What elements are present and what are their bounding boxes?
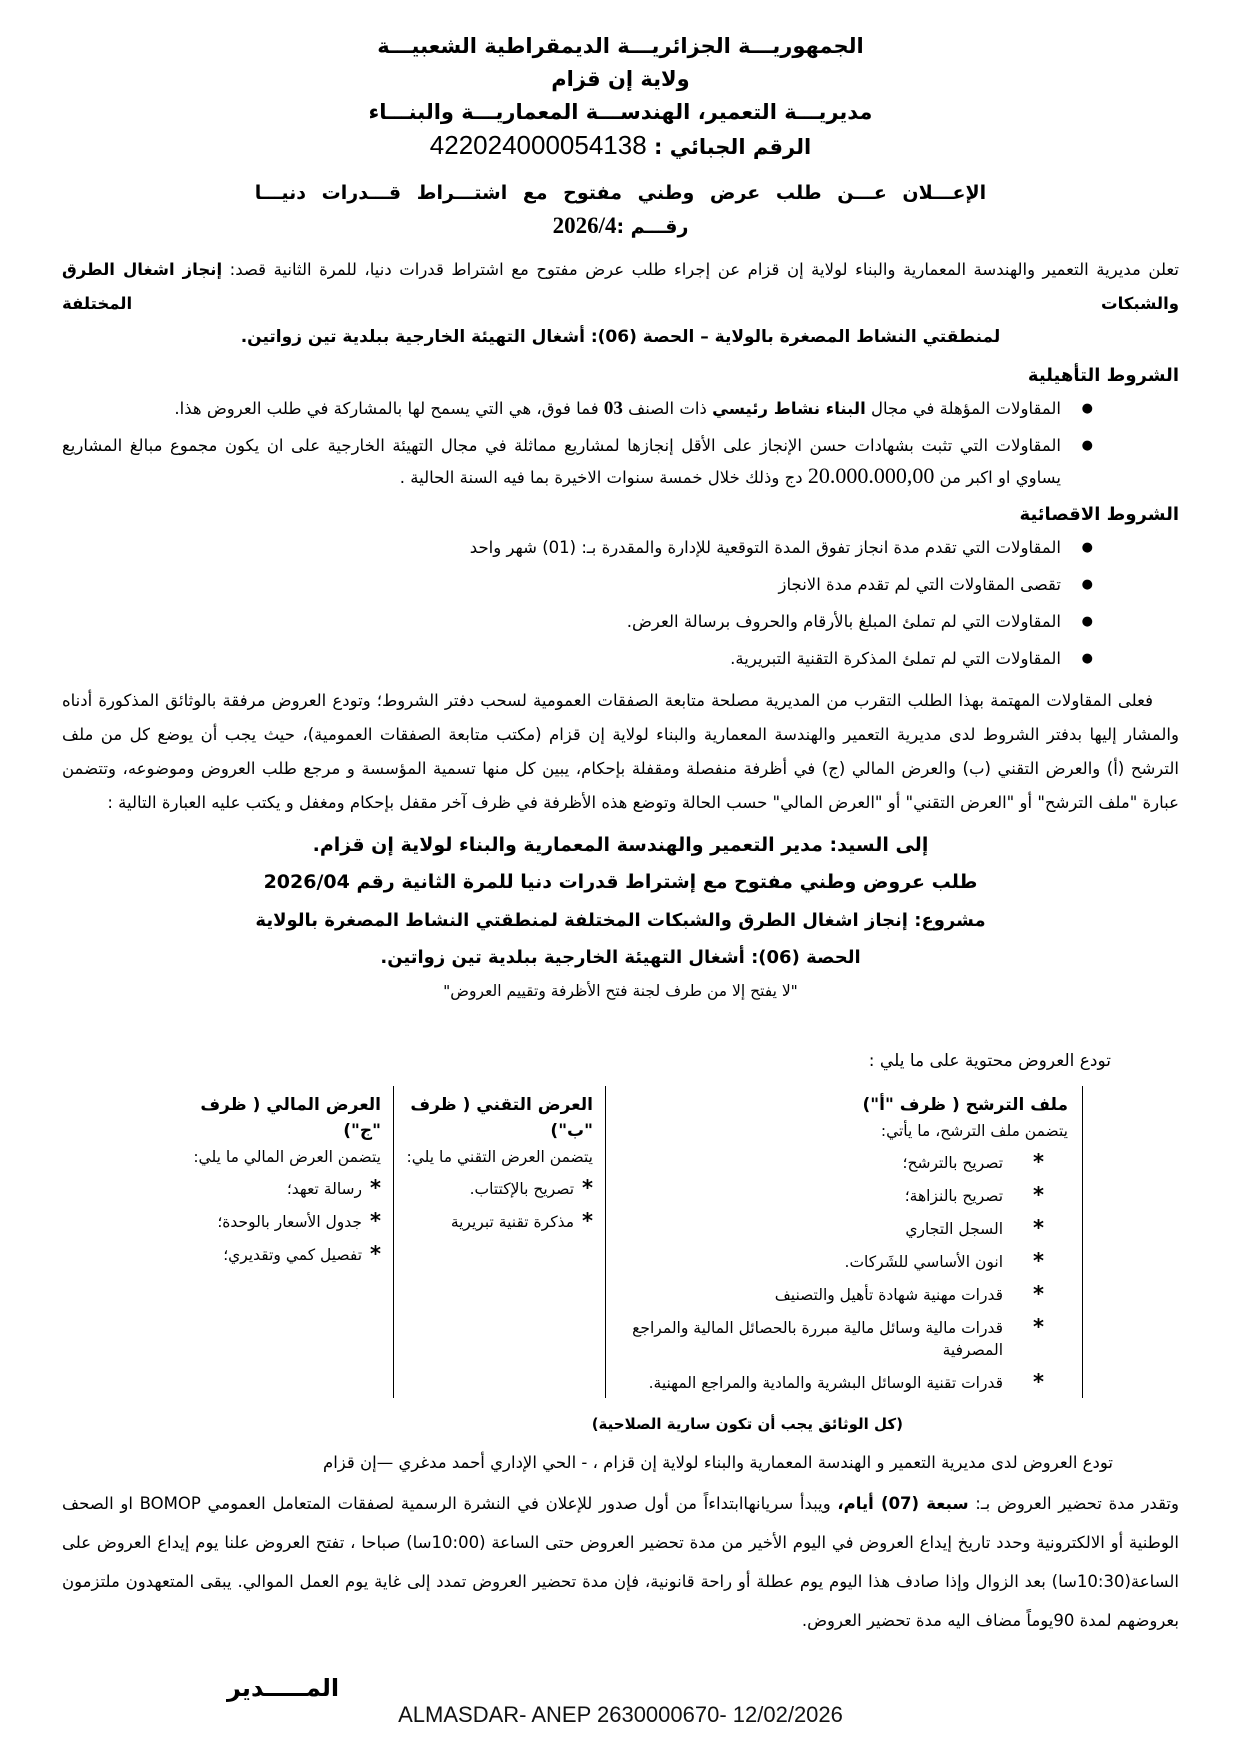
candidacy-item bbox=[616, 1152, 1068, 1174]
financial-column-title: العرض المالي ( ظرف "ج") bbox=[200, 1095, 381, 1141]
candidacy-item-text: قدرات مهنية شهادة تأهيل والتصنيف bbox=[774, 1286, 1004, 1304]
candidacy-file-column bbox=[605, 1086, 1083, 1398]
candidacy-item-text: قدرات مالية وسائل مالية مبررة بالحصائل المالية والمراجع المصرفية bbox=[632, 1319, 1004, 1359]
tax-number-value: 422024000054138 bbox=[429, 130, 647, 160]
submission-paragraph: فعلى المقاولات المهتمة بهذا الطلب التقرب من المديرية مصلحة متابعة الصفقات العمومية لسحب دفتر الشروط؛ وتودع العروض مرفقة بالوثائق المذكورة أدناه والمشار إليها بدفتر الشروط لدى مديرية التعمير والهندسة المعمارية والبناء لولاية إن قزام (مكتب متابعة الصفقات العمومية)، حيث يجب أن يوضع كل من ملف الترشح (أ) والعرض التقني (ب) والعرض المالي (ج) في أظرفة منفصلة ومقفلة بإحكام، يبين كل منها تسمية المؤسسة و مرجع طلب العروض وموضوعه، وتتضمن عبارة "ملف الترشح" أو "العرض التقني" أو "العرض المالي" حسب الحالة وتوضع هذه الأظرفة في ظرف آخر مقفل بإحكام ومغفل و يكتب عليه العبارة التالية : bbox=[62, 691, 1179, 812]
candidacy-item-text: انون الأساسي للشَركات. bbox=[844, 1253, 1004, 1271]
exclusion-item-text: المقاولات التي تقدم مدة انجاز تفوق المدة التوقعية للإدارة والمقدرة بـ: (01) شهر واحد bbox=[469, 538, 1061, 557]
envelope-lot-line: الحصة (06): أشغال التهيئة الخارجية ببلدية تين زواتين. bbox=[380, 947, 861, 968]
amount-value: 20.000.000,00 bbox=[807, 463, 935, 488]
letterhead bbox=[62, 30, 1179, 164]
preparation-paragraph bbox=[62, 1484, 1179, 1640]
notice-number-line bbox=[62, 210, 1179, 243]
exclusion-heading: الشروط الاقصائية bbox=[1019, 504, 1179, 525]
deposit-location-line: تودع العروض لدى مديرية التعمير و الهندسة المعمارية والبناء لولاية إن قزام ، - الحي الإداري أحمد مدغري —إن قزام bbox=[323, 1453, 1113, 1472]
qualification-item-text: المقاولات التي تثبت بشهادات حسن الإنجاز على الأقل إنجازها لمشاريع مماثلة في مجال التهيئة الخارجية على ان يكون مجموع مبالغ المشاريع يساوي او اكبر من bbox=[62, 436, 1061, 487]
envelope-request-line: طلب عروض وطني مفتوح مع إشتراط قدرات دنيا للمرة الثانية رقم 2026/04 bbox=[263, 871, 978, 893]
candidacy-item bbox=[616, 1284, 1068, 1306]
financial-item-text: رسالة تعهد؛ bbox=[286, 1180, 363, 1198]
exclusion-item bbox=[62, 644, 1179, 674]
financial-column-subtitle: يتضمن العرض المالي ما يلي: bbox=[193, 1148, 381, 1166]
anep-footer: ALMASDAR- ANEP 2630000670- 12/02/2026 bbox=[398, 1702, 843, 1727]
preparation-duration-bold: سبعة (07) أيام، bbox=[837, 1494, 969, 1513]
preparation-text: ويبدأ سريانهاابتداءاً من أول صدور للإعلان في النشرة الرسمية لصفقات المتعامل العمومي BOMOP او الصحف الوطنية أو الالكترونية وحدد تاريخ إيداع العروض في اليوم الأخير من مدة تحضير العروض حتى الساعة (10:00سا) صباحا ، تفتح العروض علنا يوم إيداع العروض على الساعة(10:30سا) بعد الزوال وإذا صادف هذا اليوم يوم عطلة أو راحة قانونية، فإن مدة تحضير العروض تمدد إلى غاية يوم العمل الموالي. يبقى المتعهدون ملتزمون بعروضهم لمدة 90يوماً مضاف اليه مدة تحضير العروض. bbox=[62, 1494, 1179, 1630]
asterisk-icon: * bbox=[370, 1242, 381, 1266]
qualification-list bbox=[62, 394, 1179, 493]
asterisk-icon: * bbox=[370, 1209, 381, 1233]
director-signature: المـــــدير bbox=[227, 1674, 340, 1702]
qualification-item-bold: البناء نشاط رئيسي bbox=[712, 399, 866, 418]
technical-column-subtitle: يتضمن العرض التقني ما يلي: bbox=[406, 1148, 593, 1166]
envelopes-table bbox=[183, 1086, 1083, 1398]
tax-number-label: الرقم الجبائي : bbox=[654, 135, 812, 159]
candidacy-item bbox=[616, 1218, 1068, 1240]
bullet-icon: ● bbox=[1081, 540, 1093, 555]
asterisk-icon: * bbox=[370, 1176, 381, 1200]
candidacy-item bbox=[616, 1372, 1068, 1394]
exclusion-item-text: المقاولات التي لم تملئ المبلغ بالأرقام والحروف برسالة العرض. bbox=[626, 612, 1061, 631]
envelope-project-line: مشروع: إنجاز اشغال الطرق والشبكات المختلفة لمنطقتي النشاط المصغرة بالولاية bbox=[255, 910, 986, 931]
qualification-item-text: ذات الصنف bbox=[622, 399, 713, 418]
notice-number-label: رقـــم : bbox=[616, 216, 689, 238]
candidacy-item bbox=[616, 1317, 1068, 1361]
technical-offer-column bbox=[393, 1086, 605, 1398]
technical-item bbox=[402, 1211, 593, 1233]
qualification-item-text: فما فوق، هي التي يسمح لها بالمشاركة في طلب العروض هذا. bbox=[174, 399, 604, 418]
qualification-heading: الشروط التأهيلية bbox=[1027, 365, 1179, 386]
financial-item bbox=[191, 1211, 381, 1233]
candidacy-item bbox=[616, 1251, 1068, 1273]
technical-column-title: العرض التقني ( ظرف "ب") bbox=[410, 1095, 593, 1141]
asterisk-icon: * bbox=[1033, 1282, 1044, 1306]
intro-scope-line: لمنطقتي النشاط المصغرة بالولاية – الحصة (06): أشغال التهيئة الخارجية ببلدية تين زواتين. bbox=[240, 327, 1001, 347]
asterisk-icon: * bbox=[1033, 1315, 1044, 1339]
intro-paragraph bbox=[62, 253, 1179, 321]
financial-item-text: تفصيل كمي وتقديري؛ bbox=[223, 1246, 363, 1264]
candidacy-item-text: تصريح بالنزاهة؛ bbox=[904, 1187, 1004, 1205]
financial-item-text: جدول الأسعار بالوحدة؛ bbox=[217, 1213, 363, 1231]
category-number: 03 bbox=[603, 398, 623, 419]
exclusion-item bbox=[62, 533, 1179, 563]
exclusion-item-text: تقصى المقاولات التي لم تقدم مدة الانجاز bbox=[778, 575, 1061, 594]
envelope-to-line: إلى السيد: مدير التعمير والهندسة المعمارية والبناء لولاية إن قزام. bbox=[312, 834, 929, 856]
intro-purpose: إنجاز اشغال الطرق والشبكات المختلفة bbox=[62, 260, 1179, 313]
notice-number-value: 2026/4 bbox=[552, 213, 617, 238]
asterisk-icon: * bbox=[1033, 1183, 1044, 1207]
republic-line: الجمهوريـــة الجزائريـــة الديمقراطية الشعبيـــة bbox=[377, 34, 864, 58]
bullet-icon: ● bbox=[1081, 401, 1093, 416]
financial-offer-column bbox=[183, 1086, 393, 1398]
asterisk-icon: * bbox=[1033, 1249, 1044, 1273]
exclusion-item bbox=[62, 607, 1179, 637]
candidacy-column-title: ملف الترشح ( ظرف "أ") bbox=[862, 1095, 1068, 1115]
exclusion-item-text: المقاولات التي لم تملئ المذكرة التقنية التبريرية. bbox=[730, 649, 1061, 668]
notice-title-block bbox=[62, 176, 1179, 243]
bullet-icon: ● bbox=[1081, 614, 1093, 629]
offers-contents-intro: تودع العروض محتوية على ما يلي : bbox=[868, 1051, 1111, 1071]
financial-item bbox=[191, 1178, 381, 1200]
asterisk-icon: * bbox=[1033, 1150, 1044, 1174]
documents-validity-note: (كل الوثائق يجب أن تكون سارية الصلاحية) bbox=[591, 1415, 903, 1433]
envelope-open-note: "لا يفتح إلا من طرف لجنة فتح الأظرفة وتقييم العروض" bbox=[443, 982, 798, 1000]
bullet-icon: ● bbox=[1081, 577, 1093, 592]
exclusion-list bbox=[62, 533, 1179, 674]
asterisk-icon: * bbox=[582, 1176, 593, 1200]
asterisk-icon: * bbox=[1033, 1370, 1044, 1394]
qualification-item-text: دج وذلك خلال خمسة سنوات الاخيرة بما فيه السنة الحالية . bbox=[399, 468, 808, 487]
tax-number-line bbox=[62, 129, 1179, 164]
notice-title: الإعـــلان عـــن طلب عرض وطني مفتوح مع اشتـــراط قـــدرات دنيـــا bbox=[254, 182, 987, 204]
technical-item bbox=[402, 1178, 593, 1200]
preparation-text: وتقدر مدة تحضير العروض بـ: bbox=[968, 1494, 1179, 1513]
technical-item-text: تصريح بالإكتتاب. bbox=[469, 1180, 575, 1198]
intro-text: تعلن مديرية التعمير والهندسة المعمارية والبناء لولاية إن قزام عن إجراء طلب عرض مفتوح مع اشتراط قدرات دنيا، للمرة الثانية قصد: bbox=[222, 260, 1179, 279]
candidacy-item-text: قدرات تقنية الوسائل البشرية والمادية والمراجع المهنية. bbox=[648, 1374, 1004, 1392]
qualification-item bbox=[62, 394, 1179, 424]
bullet-icon: ● bbox=[1081, 438, 1093, 453]
exclusion-item bbox=[62, 570, 1179, 600]
wilaya-line: ولاية إن قزام bbox=[551, 67, 690, 91]
directorate-line: مديريـــة التعمير، الهندســـة المعماريـــة والبنـــاء bbox=[368, 100, 873, 124]
candidacy-item-text: تصريح بالترشح؛ bbox=[902, 1154, 1004, 1172]
qualification-item bbox=[62, 431, 1179, 493]
bullet-icon: ● bbox=[1081, 651, 1093, 666]
technical-item-text: مذكرة تقنية تبريرية bbox=[450, 1213, 575, 1231]
asterisk-icon: * bbox=[1033, 1216, 1044, 1240]
financial-item bbox=[191, 1244, 381, 1266]
candidacy-item bbox=[616, 1185, 1068, 1207]
candidacy-column-subtitle: يتضمن ملف الترشح، ما يأتي: bbox=[880, 1122, 1068, 1140]
asterisk-icon: * bbox=[582, 1209, 593, 1233]
candidacy-item-text: السجل التجاري bbox=[905, 1220, 1004, 1238]
qualification-item-text: المقاولات المؤهلة في مجال bbox=[865, 399, 1061, 418]
envelope-address-block bbox=[62, 834, 1179, 1000]
